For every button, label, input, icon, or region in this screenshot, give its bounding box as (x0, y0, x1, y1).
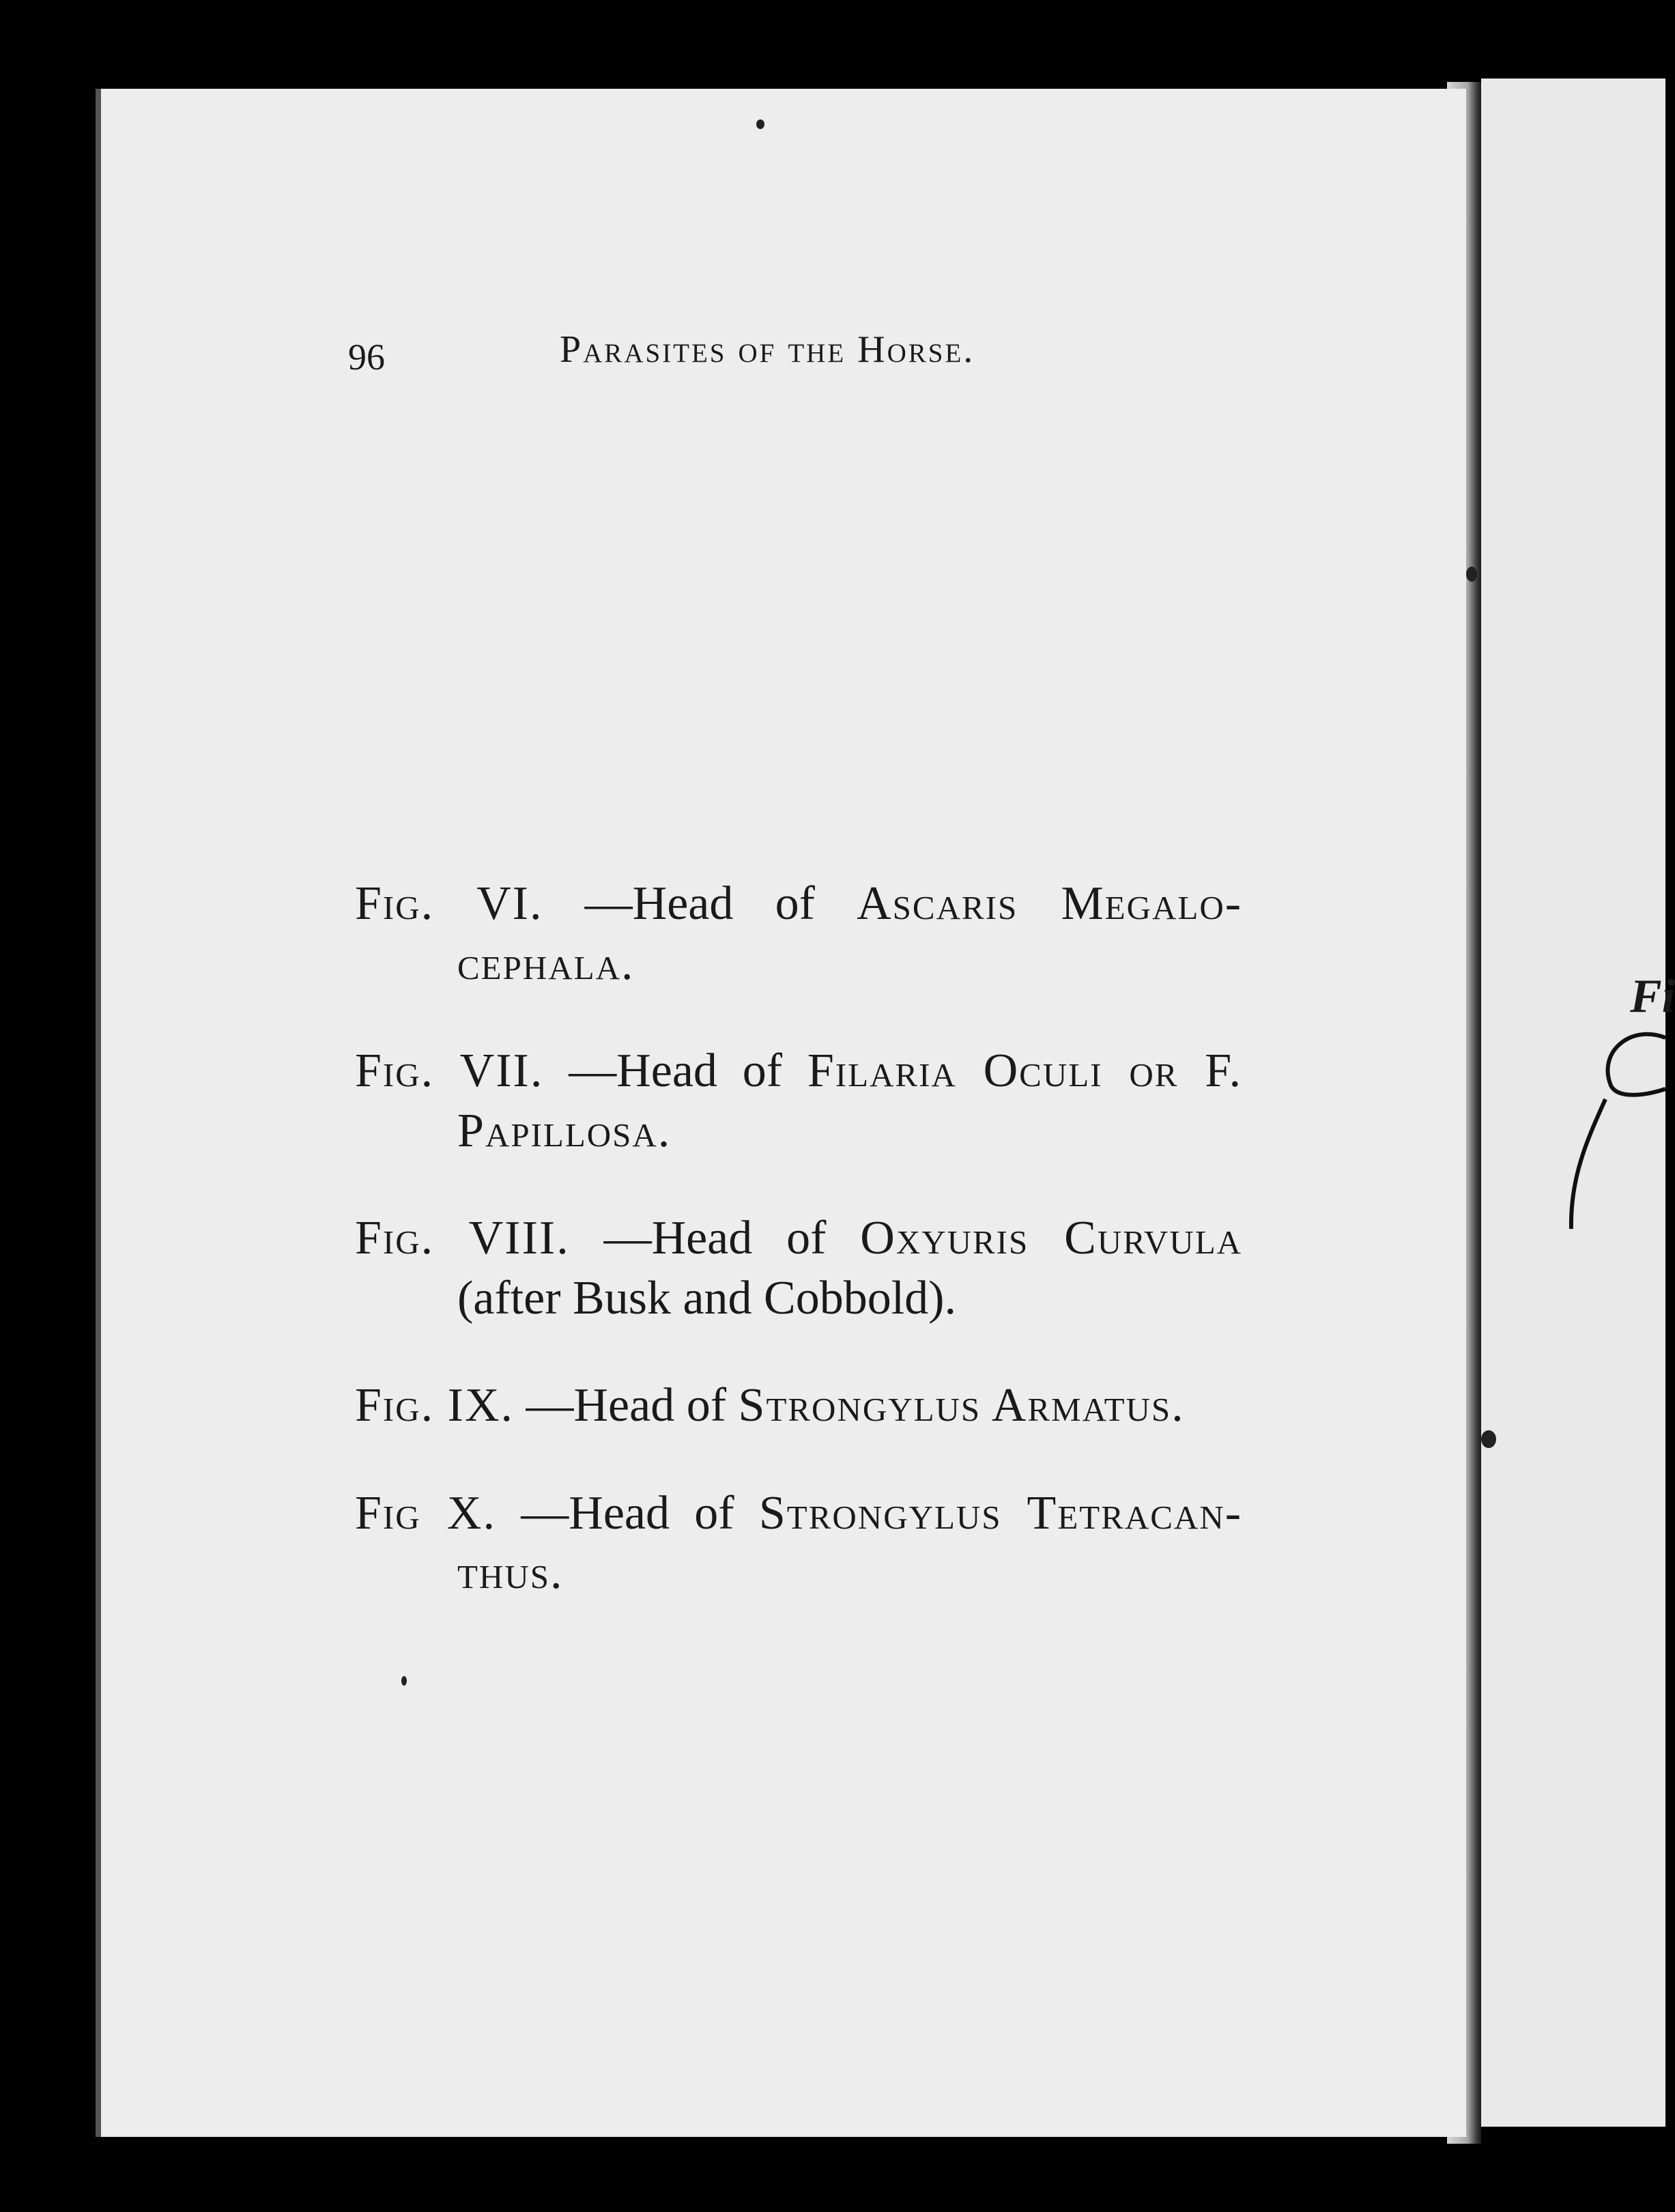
caption-species: Strongylus Armatus. (738, 1379, 1185, 1432)
caption-label: Fig. VI. (355, 877, 543, 930)
print-speck (1481, 1430, 1496, 1448)
caption-fig-7 (355, 1041, 1242, 1161)
caption-fig-8 (355, 1208, 1242, 1328)
specimen-sketch-icon (1556, 1024, 1665, 1243)
caption-dash: —Head of (521, 1486, 734, 1540)
caption-species: Ascaris Megalo-cephala. (457, 877, 1243, 990)
caption-label: Fig X. (355, 1486, 496, 1540)
print-speck (1466, 567, 1477, 582)
caption-label: Fig. VII. (355, 1045, 544, 1097)
caption-dash: —Head of (526, 1379, 727, 1432)
page-number: 96 (348, 337, 385, 378)
print-speck (756, 119, 764, 129)
caption-species: Oxyuris Curvula (860, 1212, 1243, 1264)
print-speck (401, 1676, 407, 1686)
caption-dash: —Head of (584, 877, 815, 930)
figure-captions (355, 826, 1242, 1630)
caption-fig-10 (355, 1484, 1242, 1603)
caption-species: Strongylus Tetracan-thus. (457, 1486, 1243, 1599)
caption-label: Fig. VIII. (355, 1212, 570, 1264)
caption-dash: —Head of (603, 1212, 827, 1264)
caption-label: Fig. IX. (355, 1379, 514, 1432)
facing-page-text: Fi (1630, 970, 1675, 1023)
caption-note: (after Busk and Cobbold). (457, 1271, 956, 1324)
caption-dash: —Head of (569, 1045, 783, 1097)
running-head: Parasites of the Horse. (560, 328, 975, 371)
caption-fig-9 (355, 1376, 1242, 1436)
caption-fig-6 (355, 874, 1242, 993)
caption-species: Filaria Oculi or F. Papillosa. (457, 1045, 1243, 1157)
